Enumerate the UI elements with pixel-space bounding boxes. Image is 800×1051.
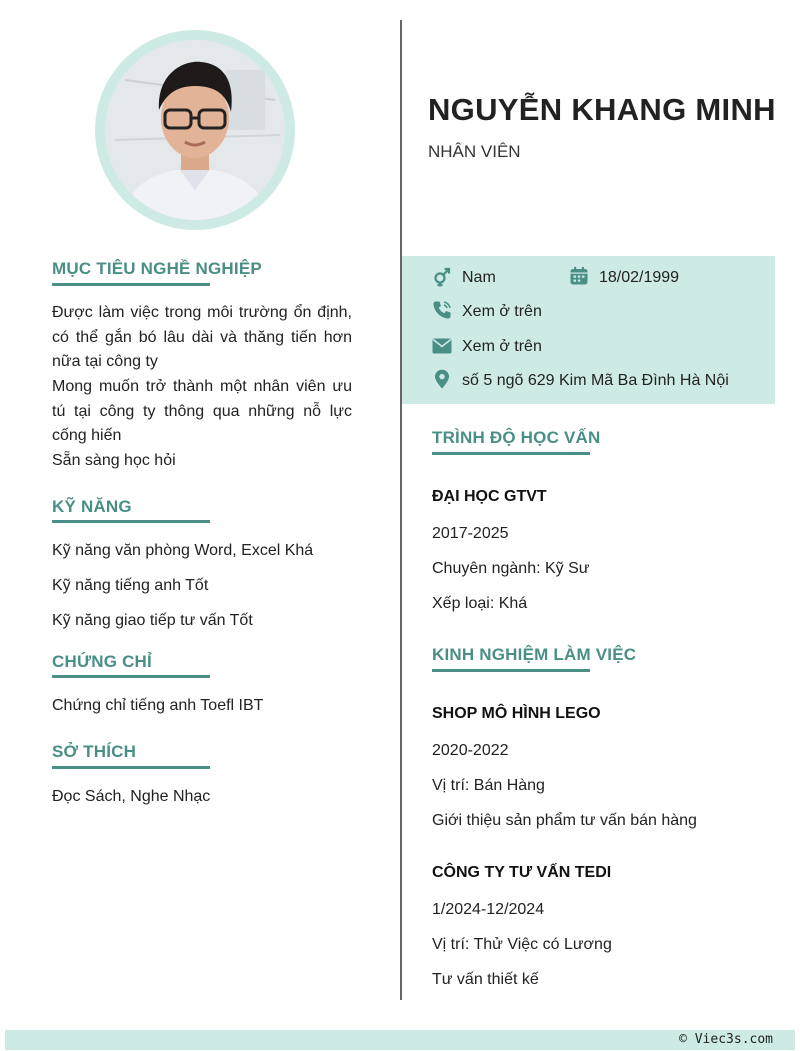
objective-title: MỤC TIÊU NGHỀ NGHIỆP bbox=[52, 259, 262, 278]
address-value: số 5 ngõ 629 Kim Mã Ba Đình Hà Nội bbox=[462, 372, 729, 389]
hobbies-title: SỞ THÍCH bbox=[52, 742, 137, 761]
avatar-photo bbox=[105, 40, 285, 220]
job-company: CÔNG TY TƯ VẤN TEDI bbox=[432, 864, 612, 881]
objective-underline bbox=[52, 283, 210, 286]
birthdate-value: 18/02/1999 bbox=[599, 269, 680, 286]
education-major: Chuyên ngành: Kỹ Sư bbox=[432, 560, 590, 577]
email-icon bbox=[432, 336, 452, 356]
experience-underline bbox=[432, 669, 590, 672]
hobby-item: Đọc Sách, Nghe Nhạc bbox=[52, 788, 211, 805]
education-underline bbox=[432, 452, 590, 455]
candidate-name: NGUYỄN KHANG MINH bbox=[428, 92, 776, 127]
phone-icon bbox=[432, 300, 452, 320]
education-title: TRÌNH ĐỘ HỌC VẤN bbox=[432, 428, 601, 447]
objective-paragraph-2: Mong muốn trở thành một nhân viên ưu tú tại công ty thông qua những nỗ lực cống hiến bbox=[52, 378, 352, 444]
experience-title: KINH NGHIỆM LÀM VIỆC bbox=[432, 645, 637, 664]
skills-underline bbox=[52, 520, 210, 523]
skill-item: Kỹ năng tiếng anh Tốt bbox=[52, 577, 209, 594]
contact-box bbox=[402, 256, 775, 404]
job-period: 1/2024-12/2024 bbox=[432, 901, 545, 918]
gender-value: Nam bbox=[462, 269, 496, 286]
skill-item: Kỹ năng giao tiếp tư vấn Tốt bbox=[52, 612, 253, 629]
phone-value: Xem ở trên bbox=[462, 303, 542, 320]
job-position: Vị trí: Thử Việc có Lương bbox=[432, 936, 612, 953]
job-company: SHOP MÔ HÌNH LEGO bbox=[432, 705, 601, 722]
certificates-underline bbox=[52, 675, 210, 678]
candidate-role: NHÂN VIÊN bbox=[428, 142, 521, 161]
column-divider bbox=[400, 20, 402, 1000]
education-period: 2017-2025 bbox=[432, 525, 509, 542]
avatar-ring bbox=[95, 30, 295, 230]
skills-title: KỸ NĂNG bbox=[52, 497, 132, 516]
email-value: Xem ở trên bbox=[462, 338, 542, 355]
education-school: ĐẠI HỌC GTVT bbox=[432, 488, 547, 505]
calendar-icon bbox=[569, 266, 589, 286]
skill-item: Kỹ năng văn phòng Word, Excel Khá bbox=[52, 542, 314, 559]
job-description: Giới thiệu sản phẩm tư vấn bán hàng bbox=[432, 812, 697, 829]
objective-paragraph-3: Sẵn sàng học hỏi bbox=[52, 452, 176, 469]
job-position: Vị trí: Bán Hàng bbox=[432, 777, 545, 794]
job-description: Tư vấn thiết kế bbox=[432, 971, 539, 988]
location-icon bbox=[432, 369, 452, 389]
gender-icon bbox=[432, 267, 452, 287]
job-period: 2020-2022 bbox=[432, 742, 509, 759]
footer-bar bbox=[5, 1030, 795, 1050]
footer-credit: © Viec3s.com bbox=[679, 1032, 773, 1047]
education-grade: Xếp loại: Khá bbox=[432, 595, 528, 612]
objective-paragraph-1: Được làm việc trong môi trường ổn định, có thể gắn bó lâu dài và thăng tiến hơn nữa tại công ty bbox=[52, 304, 352, 370]
hobbies-underline bbox=[52, 766, 210, 769]
certificates-title: CHỨNG CHỈ bbox=[52, 652, 152, 671]
avatar bbox=[105, 40, 285, 220]
certificate-item: Chứng chỉ tiếng anh Toefl IBT bbox=[52, 697, 264, 714]
